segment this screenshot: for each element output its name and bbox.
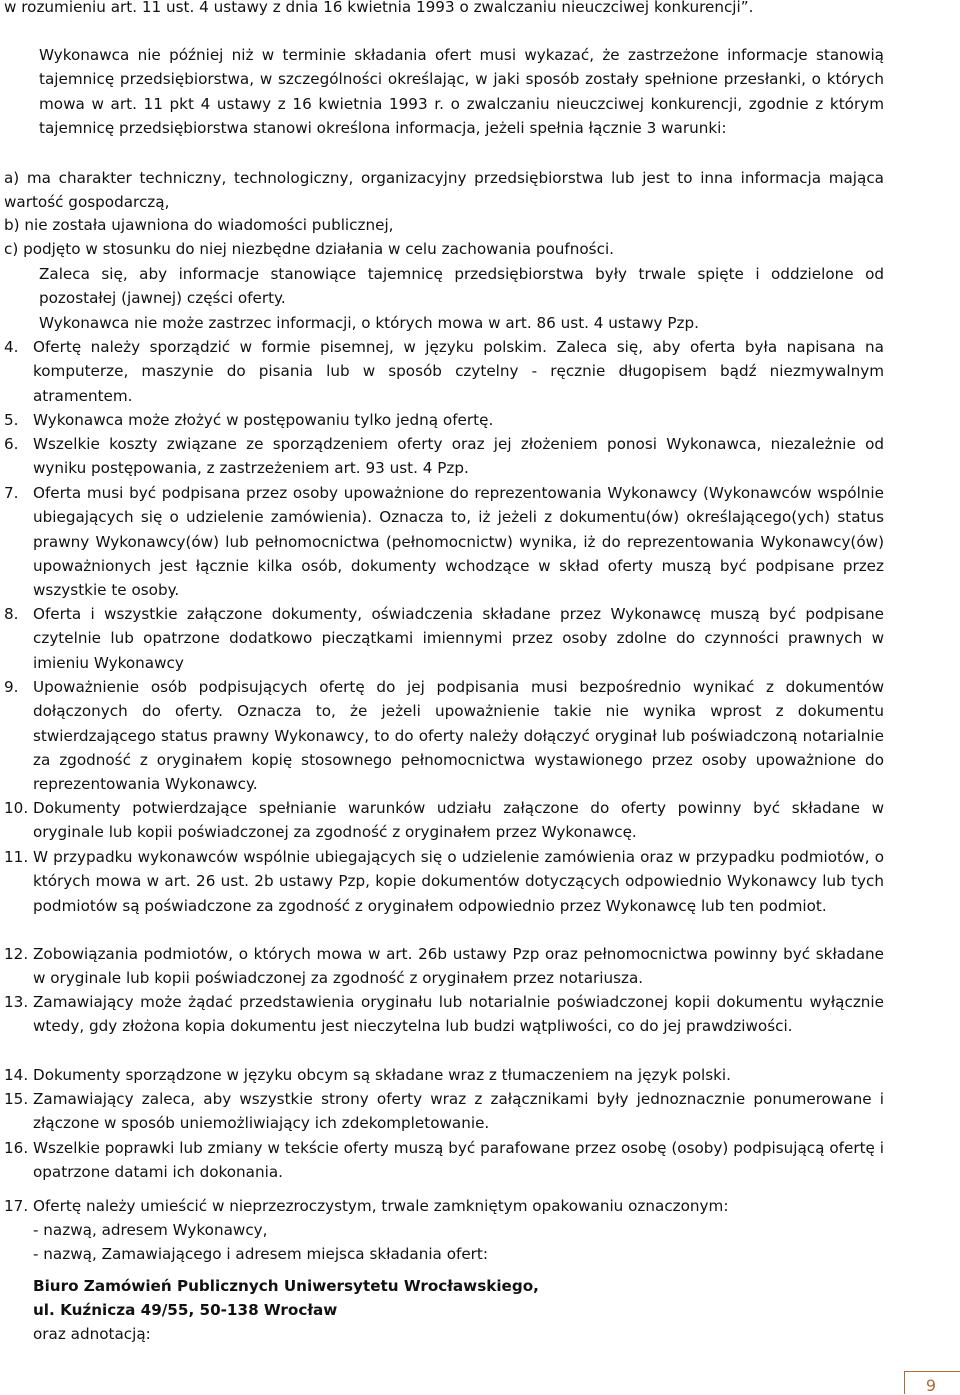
item-text: Zamawiający zaleca, aby wszystkie strony oferty wraz z załącznikami były jednoznacznie ponumerowane i złączone w sposób uniemożliwiający ich zdekompletowanie. bbox=[33, 1090, 884, 1133]
item-number: 14. bbox=[4, 1066, 29, 1084]
item-text: Ofertę należy sporządzić w formie pisemnej, w języku polskim. Zaleca się, aby oferta była napisana na komputerze, maszynie do pisania lub w sposób czytelny - ręcznie długopisem bądź niezmywalnym atramentem. bbox=[33, 338, 884, 405]
annotation-label: oraz adnotacją: bbox=[33, 1325, 151, 1343]
condition-c: c) podjęto w stosunku do niej niezbędne działania w celu zachowania poufności. bbox=[4, 240, 614, 258]
item-number: 12. bbox=[4, 945, 29, 963]
item-number: 11. bbox=[4, 848, 29, 866]
item-number: 6. bbox=[4, 435, 19, 453]
page-number: 9 bbox=[925, 1376, 936, 1395]
item-text: Ofertę należy umieścić w nieprzezroczystym, trwale zamkniętym opakowaniu oznaczonym: bbox=[33, 1197, 729, 1215]
item17-dash-orderer: - nazwą, Zamawiającego i adresem miejsca składania ofert: bbox=[33, 1245, 488, 1263]
item-number: 17. bbox=[4, 1197, 29, 1215]
item-text: Oferta i wszystkie załączone dokumenty, oświadczenia składane przez Wykonawcę muszą być podpisane czytelnie lub opatrzone dodatkowo pieczątkami imiennymi przez osoby zdolne do czynności prawnych w imieniu Wykonawcy bbox=[33, 605, 884, 672]
page-number-rule bbox=[904, 1371, 960, 1372]
item-number: 9. bbox=[4, 678, 19, 696]
item-text: Zamawiający może żądać przedstawienia oryginału lub notarialnie poświadczonej kopii dokumentu wyłącznie wtedy, gdy złożona kopia dokumentu jest nieczytelna lub budzi wątpliwości, co do jej prawdziwości. bbox=[33, 993, 884, 1036]
item-number: 16. bbox=[4, 1139, 29, 1157]
item-text: W przypadku wykonawców wspólnie ubiegających się o udzielenie zamówienia oraz w przypadku podmiotów, o których mowa w art. 26 ust. 2b ustawy Pzp, kopie dokumentów dotyczących odpowiednio Wykonawcy lub tych podmiotów są poświadczone za zgodność z oryginałem odpowiednio przez Wykonawcę lub ten podmiot. bbox=[33, 848, 884, 915]
item-text: Upoważnienie osób podpisujących ofertę do jej podpisania musi bezpośrednio wynikać z dokumentów dołączonych do oferty. Oznacza to, że jeżeli upoważnienie takie nie wynika wprost z dokumentu stwierdzającego status prawny Wykonawcy, to do oferty należy dołączyć oryginał lub poświadczoną notarialnie za zgodność z oryginałem kopię stosownego pełnomocnictwa wystawionego przez osoby upoważnione do reprezentowania Wykonawcy. bbox=[33, 678, 884, 794]
item-number: 4. bbox=[4, 338, 19, 356]
reservation-paragraph: Wykonawca nie później niż w terminie składania ofert musi wykazać, że zastrzeżone informacje stanowią tajemnicę przedsiębiorstwa, w szczególności określając, w jaki sposób zostały spełnione przesłanki, o których mowa w art. 11 pkt 4 ustawy z 16 kwietnia 1993 r. o zwalczaniu nieuczciwej konkurencji, zgodnie z którym tajemnicę przedsiębiorstwa stanowi określona informacja, jeżeli spełnia łącznie 3 warunki: bbox=[39, 46, 884, 137]
condition-a: a) ma charakter techniczny, technologiczny, organizacyjny przedsiębiorstwa lub jest to inna informacja mająca wartość gospodarczą, bbox=[4, 169, 884, 212]
item-text: Oferta musi być podpisana przez osoby upoważnione do reprezentowania Wykonawcy (Wykonawców wspólnie ubiegających się o udzielenie zamówienia). Oznacza to, iż jeżeli z dokumentu(ów) określającego(ych) status prawny Wykonawcy(ów) lub pełnomocnictwa (pełnomocnictw) wynika, iż do reprezentowania Wykonawcy(ów) upoważnionych jest łącznie kilka osób, dokumenty wchodzące w skład oferty muszą być podpisane przez wszystkie te osoby. bbox=[33, 484, 884, 600]
item-number: 10. bbox=[4, 799, 29, 817]
item-number: 13. bbox=[4, 993, 29, 1011]
item-text: Wykonawca może złożyć w postępowaniu tylko jedną ofertę. bbox=[33, 411, 494, 429]
intro-line-top: w rozumieniu art. 11 ust. 4 ustawy z dnia 16 kwietnia 1993 o zwalczaniu nieuczciwej konkurencji”. bbox=[4, 0, 754, 16]
item-text: Dokumenty potwierdzające spełnianie warunków udziału załączone do oferty powinny być składane w oryginale lub kopii poświadczonej za zgodność z oryginałem przez Wykonawcę. bbox=[33, 799, 884, 842]
page-number-rule-vertical bbox=[904, 1371, 905, 1394]
item-number: 8. bbox=[4, 605, 19, 623]
item-text: Wszelkie koszty związane ze sporządzeniem oferty oraz jej złożeniem ponosi Wykonawca, niezależnie od wyniku postępowania, z zastrzeżeniem art. 93 ust. 4 Pzp. bbox=[33, 435, 884, 478]
item-text: Dokumenty sporządzone w języku obcym są składane wraz z tłumaczeniem na język polski. bbox=[33, 1066, 731, 1084]
recommend-paragraph: Zaleca się, aby informacje stanowiące tajemnicę przedsiębiorstwa były trwale spięte i oddzielone od pozostałej (jawnej) części oferty. bbox=[39, 265, 884, 308]
item-text: Wszelkie poprawki lub zmiany w tekście oferty muszą być parafowane przez osobę (osoby) podpisującą ofertę i opatrzone datami ich dokonania. bbox=[33, 1139, 884, 1182]
item17-dash-contractor: - nazwą, adresem Wykonawcy, bbox=[33, 1221, 268, 1239]
item-number: 7. bbox=[4, 484, 19, 502]
address-line-2: ul. Kuźnicza 49/55, 50-138 Wrocław bbox=[33, 1301, 338, 1319]
item-number: 15. bbox=[4, 1090, 29, 1108]
item-text: Zobowiązania podmiotów, o których mowa w art. 26b ustawy Pzp oraz pełnomocnictwa powinny być składane w oryginale lub kopii poświadczonej za zgodność z oryginałem przez notariusza. bbox=[33, 945, 884, 988]
condition-b: b) nie została ujawniona do wiadomości publicznej, bbox=[4, 216, 394, 234]
address-line-1: Biuro Zamówień Publicznych Uniwersytetu Wrocławskiego, bbox=[33, 1277, 539, 1295]
cannot-reserve-paragraph: Wykonawca nie może zastrzec informacji, o których mowa w art. 86 ust. 4 ustawy Pzp. bbox=[39, 314, 699, 332]
item-number: 5. bbox=[4, 411, 19, 429]
